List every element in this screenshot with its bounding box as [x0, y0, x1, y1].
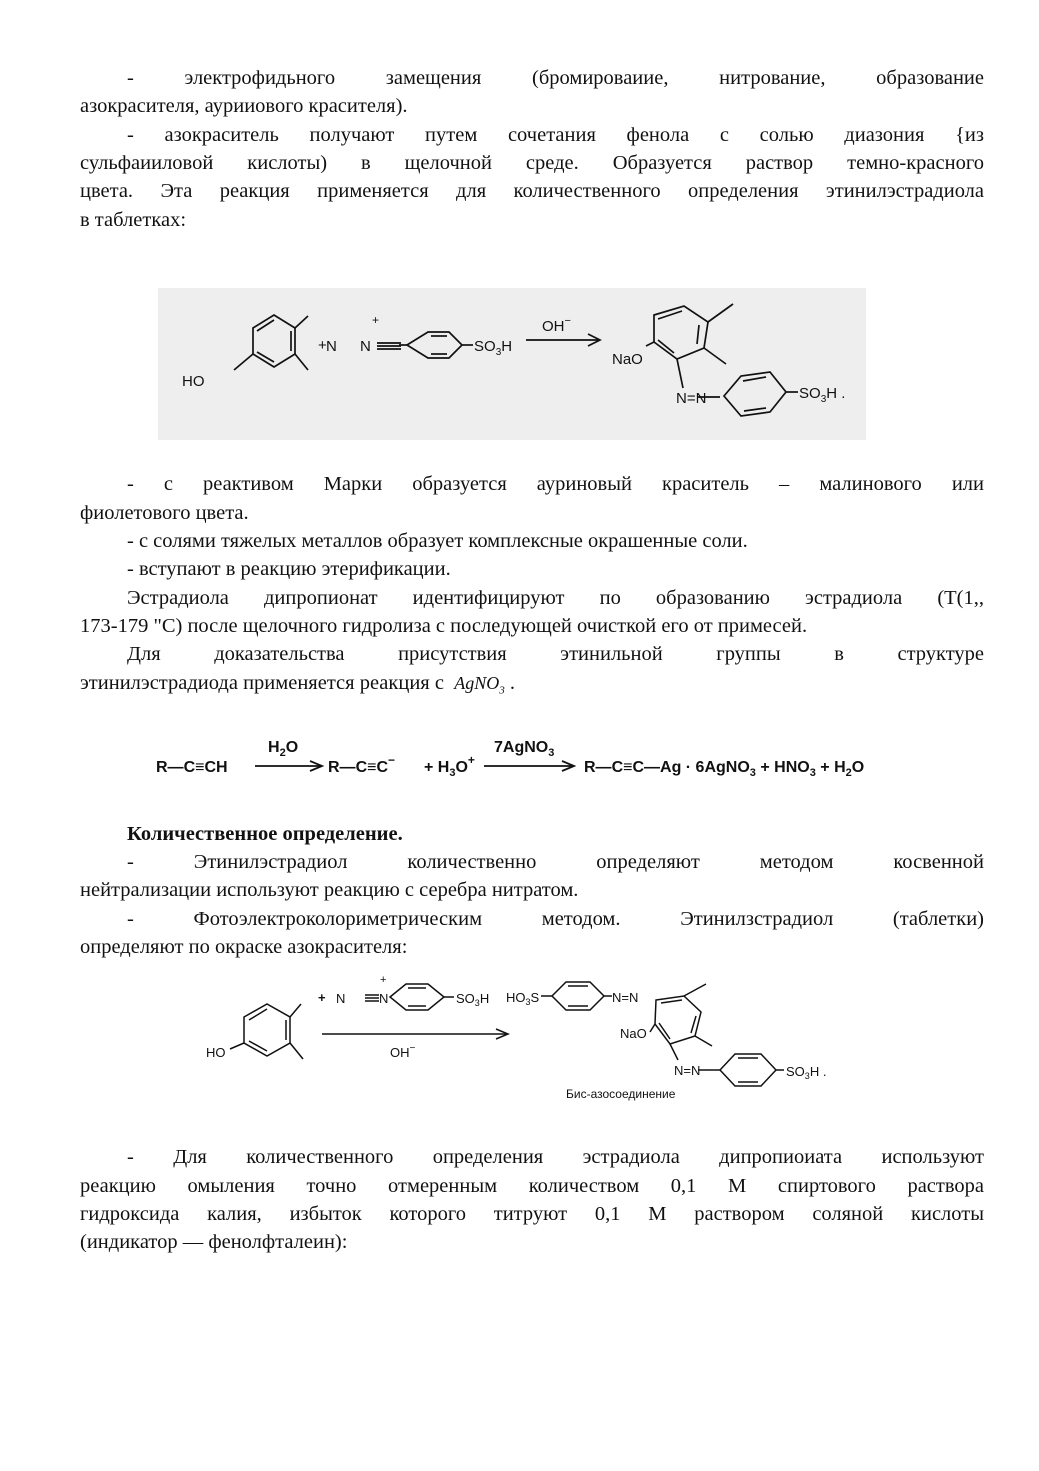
- acetylide-anion: R—C≡C−: [328, 753, 396, 776]
- paragraph-line: этинилэстрадиода применяется реакция с AgNO$_3$ .: [80, 672, 515, 697]
- plus-sign: +: [318, 337, 327, 354]
- so3h-label: $SO_3H$: [474, 338, 513, 358]
- diazonium-charge: +: [380, 974, 387, 986]
- paragraph-line: - электрофидьного замещения (бромироваиие, нитрование, образование: [127, 67, 984, 89]
- agno3-over-arrow: 7AgNO$_3$: [494, 739, 555, 759]
- paragraph-line: нейтрализации используют реакцию с серебра нитратом.: [80, 879, 579, 901]
- paragraph-line: гидроксида калия, избыток которого титруют 0,1 М раствором соляной кислоты: [80, 1203, 984, 1225]
- diazonium-n2: N: [360, 338, 371, 355]
- bis-azo-caption: Бис-азосоединение: [566, 1087, 676, 1101]
- paragraph-line: 173-179 "С) после щелочного гидролиза с последующей очисткой его от примесей.: [80, 615, 808, 637]
- paragraph-line: фиолетового цвета.: [80, 502, 249, 524]
- h2o-over-arrow: $H_2O$: [268, 739, 299, 759]
- diazonium-n2: N: [379, 991, 389, 1006]
- paragraph-line: - с реактивом Марки образуется ауриновый краситель – малинового или: [127, 473, 984, 495]
- product-so3h-label: $SO_3H$ .: [799, 385, 846, 405]
- paragraph-line: азокрасителя, аурииового красителя).: [80, 95, 408, 117]
- diazonium-charge: +: [372, 313, 380, 327]
- paragraph-line: Эстрадиола дипропионат идентифицируют по образованию эстрадиола (Т(1,,: [127, 587, 984, 609]
- agno3-formula: AgNO$_3$: [454, 673, 505, 697]
- hydronium: + $H_3O^+$: [424, 753, 475, 779]
- nao-label: NaO: [612, 351, 643, 368]
- paragraph-line: сульфаииловой кислоты) в щелочной среде. Образуется раствор темно-красного: [80, 152, 984, 174]
- upper-azo-label: N=N: [612, 990, 639, 1005]
- paragraph-line: Для доказательства присутствия этинильной группы в структуре: [127, 643, 984, 665]
- azo-label: N=N: [676, 390, 707, 407]
- paragraph-line: - Фотоэлектроколориметрическим методом. Этинилзстрадиол (таблетки): [127, 908, 984, 930]
- paragraph-line: - Для количественного определения эстрадиола дипропиоиата используют: [127, 1146, 984, 1168]
- paragraph-line: - с солями тяжелых металлов образует комплексные окрашенные соли.: [127, 530, 748, 552]
- lower-azo-label: N=N: [674, 1063, 701, 1078]
- paragraph-line: - Этинилэстрадиол количественно определяют методом косвенной: [127, 851, 984, 873]
- diazonium-n1: N: [336, 991, 346, 1006]
- paragraph-line: (индикатор — фенолфталеин):: [80, 1231, 348, 1253]
- paragraph-line: реакцию омыления точно отмеренным количеством 0,1 М спиртового раствора: [80, 1175, 984, 1197]
- oh-label: OH−: [390, 1043, 416, 1060]
- paragraph-line: - азокраситель получают путем сочетания фенола с солью диазония {из: [127, 124, 984, 146]
- ho-label: HO: [182, 373, 205, 390]
- ho-label: HO: [206, 1045, 226, 1060]
- paragraph-line: в таблетках:: [80, 209, 187, 231]
- section-heading: Количественное определение.: [127, 823, 403, 845]
- paragraph-line: определяют по окраске азокрасителя:: [80, 936, 408, 958]
- azo-coupling-scheme: [158, 288, 866, 440]
- product-so3h-label: $SO_3H$ .: [786, 1064, 827, 1081]
- nao-label: NaO: [620, 1026, 647, 1041]
- ho3s-label: $HO_3S$: [506, 990, 540, 1007]
- silver-acetylide-product: R—C≡C—Ag · 6AgNO$_3$ + $HNO_3 + H_2O$: [584, 759, 865, 779]
- bis-azo-scheme: [200, 972, 840, 1106]
- diazonium-n1: N: [326, 338, 337, 355]
- oh-label: OH−: [542, 315, 571, 335]
- silver-acetylide-reaction: [150, 732, 920, 788]
- reactant-r: R—C≡CH: [156, 759, 228, 776]
- so3h-label: $SO_3H$: [456, 991, 490, 1008]
- plus-sign: +: [318, 990, 326, 1005]
- paragraph-line: - вступают в реакцию этерификации.: [127, 558, 451, 580]
- paragraph-line: цвета. Эта реакция применяется для количественного определения этинилэстрадиола: [80, 180, 984, 202]
